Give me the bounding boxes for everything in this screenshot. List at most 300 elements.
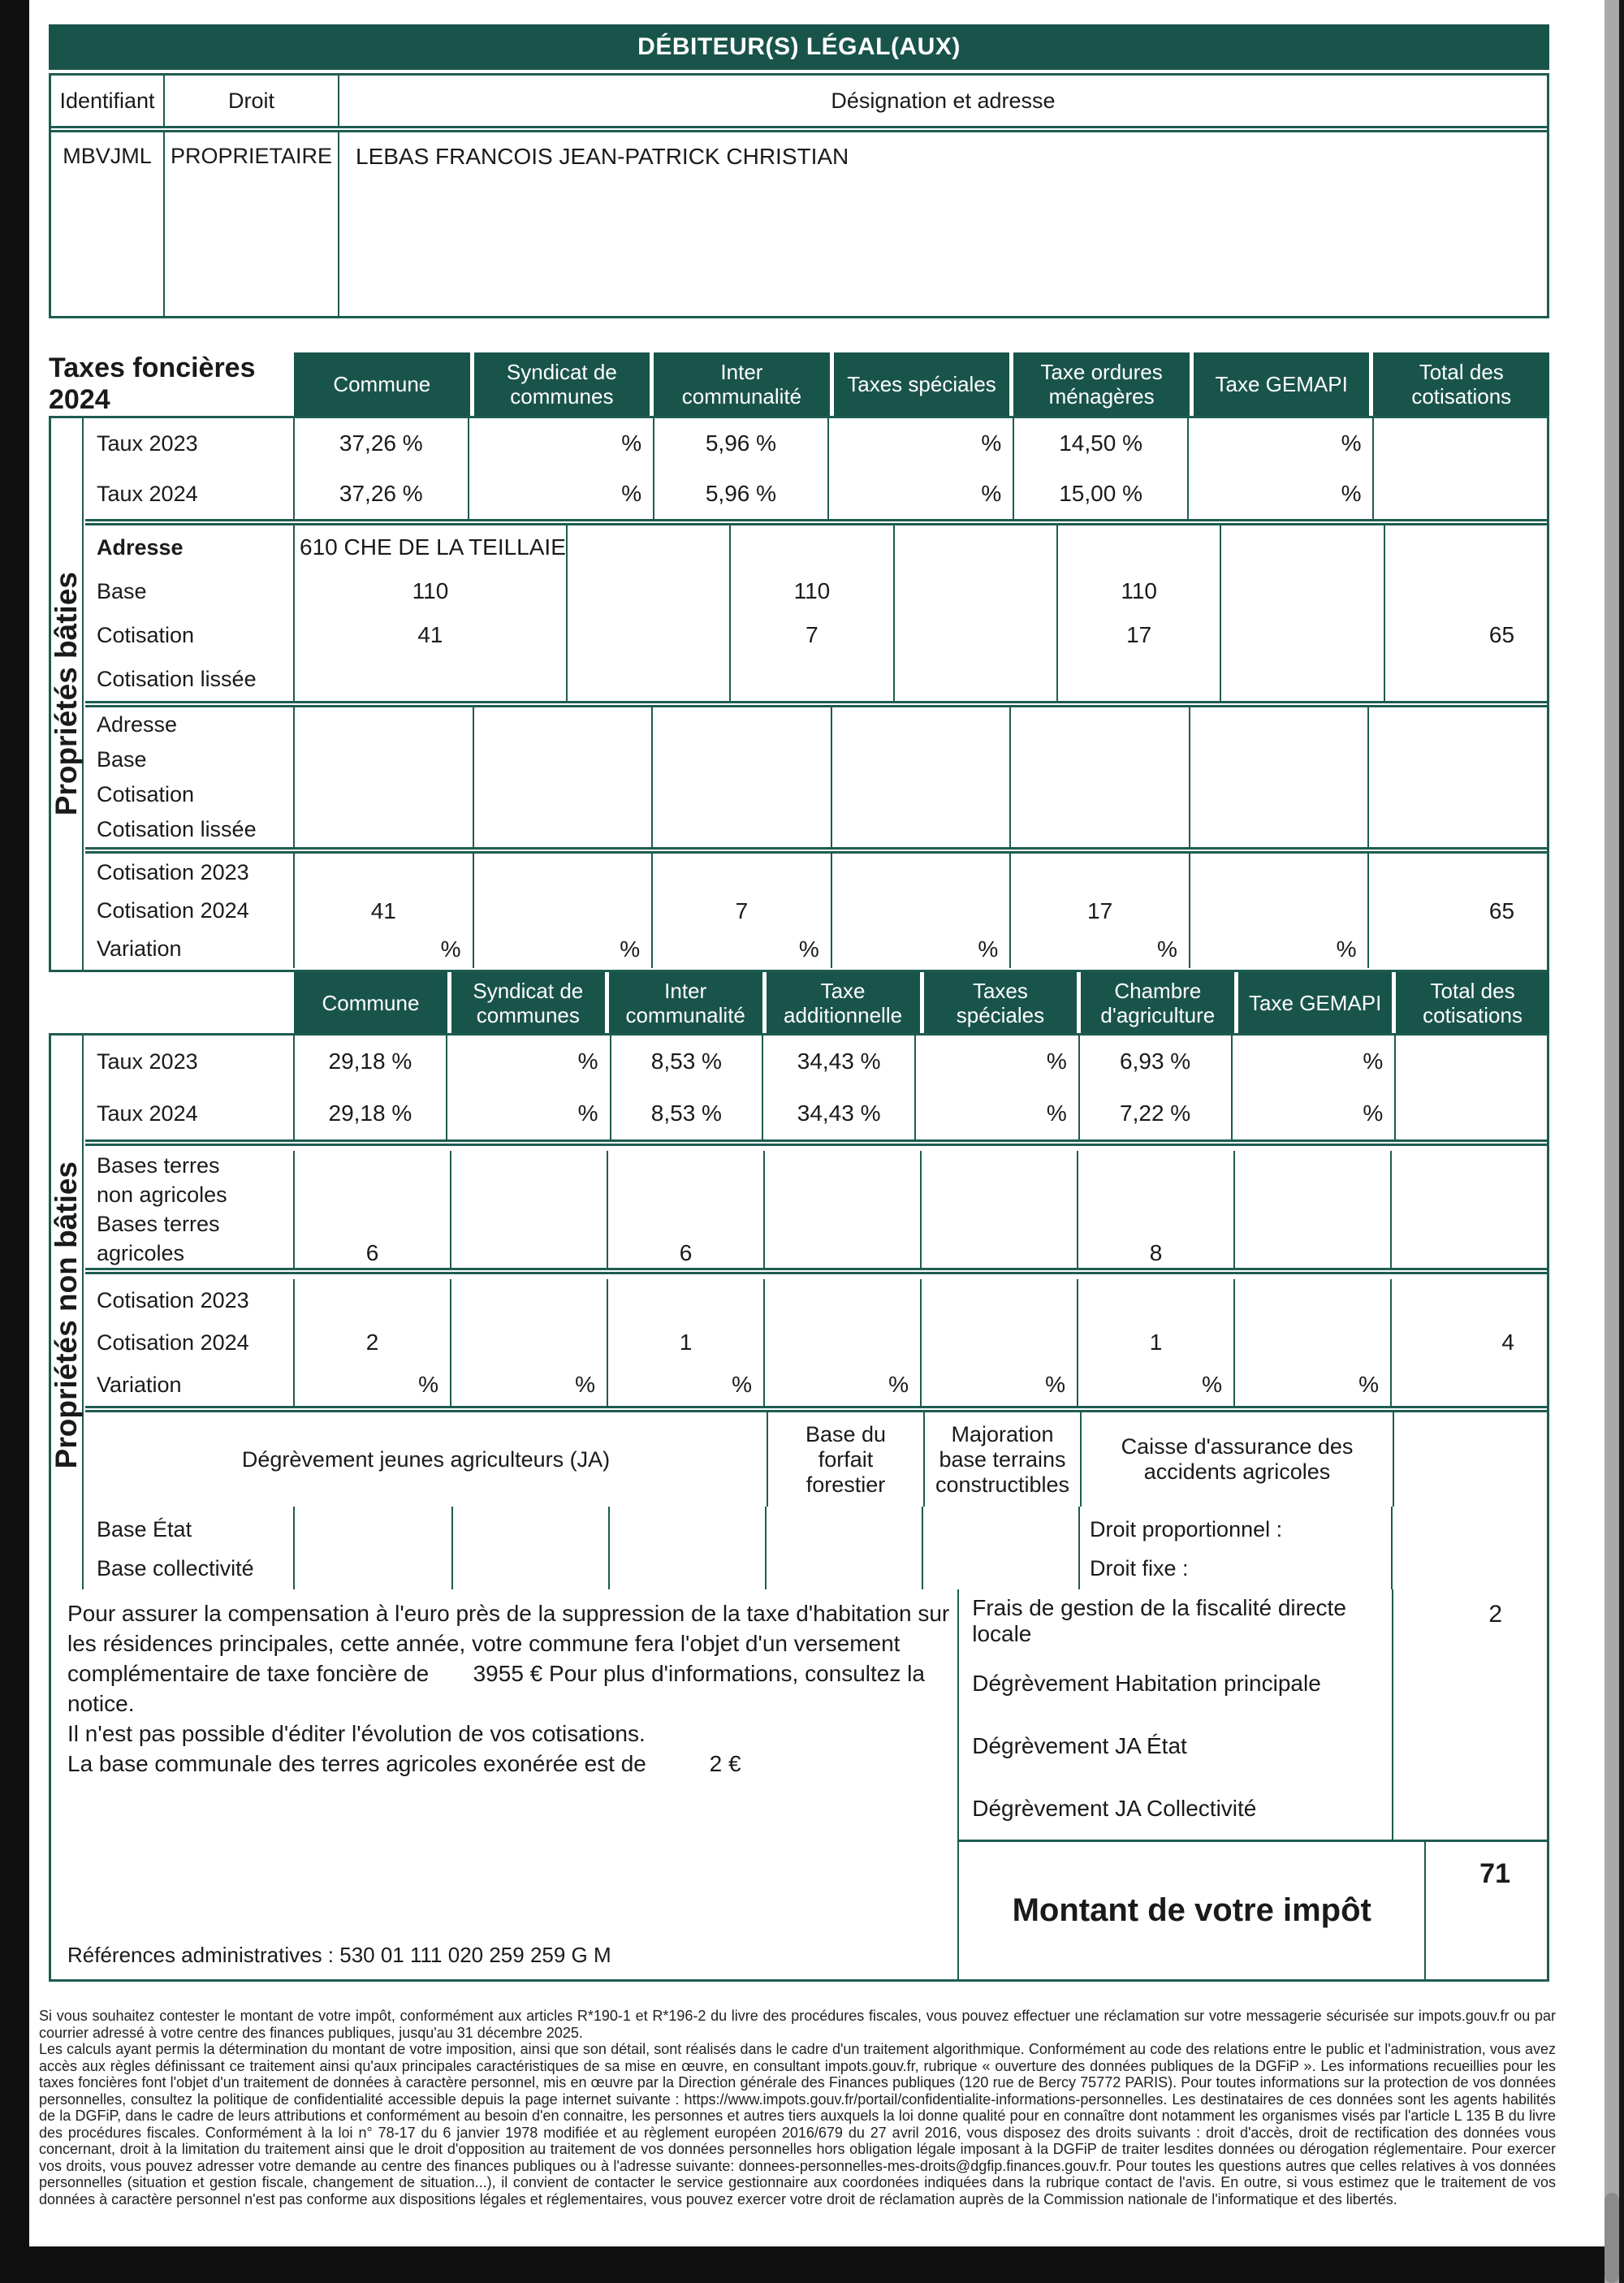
table-cell <box>922 1180 1077 1209</box>
table-cell <box>922 1279 1077 1321</box>
row-label: Taux 2023 <box>85 418 295 469</box>
column-header-cell: Inter communalité <box>609 972 762 1033</box>
table-column <box>295 1151 450 1268</box>
table-cell: 41 <box>417 622 443 647</box>
table-column <box>473 854 652 968</box>
summary-section <box>51 1589 1547 1979</box>
table-column <box>295 525 566 701</box>
table-cell <box>1372 418 1547 469</box>
table-column <box>295 854 473 968</box>
table-cell: Cotisation 2023 <box>97 1287 249 1312</box>
table-cell <box>922 1239 1077 1268</box>
unbuilt-properties-column-headers <box>294 972 1549 1033</box>
base-etat-rows <box>85 1507 1547 1589</box>
row-label: Taux 2024 <box>85 469 295 519</box>
group-cotisations <box>85 854 1547 971</box>
table-cell: complémentaire de taxe foncière de 3955 € Pour plus d'informations, consultez la <box>67 1661 925 1686</box>
special-bases-band <box>85 1412 1547 1507</box>
table-cell: % <box>1202 1372 1222 1397</box>
table-cell <box>1392 1209 1547 1239</box>
table-cell <box>1369 854 1547 892</box>
table-cell: Base collectivité <box>97 1555 254 1580</box>
table-cell <box>608 1180 763 1209</box>
table-cell <box>1221 613 1383 657</box>
table-cell: Cotisation 2024 <box>97 898 249 923</box>
table-column <box>1367 854 1547 968</box>
table-cell: 17 <box>1126 622 1152 647</box>
table-column <box>450 1151 607 1268</box>
scan-border-bottom <box>0 2246 1605 2283</box>
empty-total-cell <box>1391 1507 1547 1589</box>
table-cell <box>568 657 729 701</box>
debtor-table <box>49 24 1549 318</box>
item-label: Dégrèvement JA État <box>972 1732 1187 1758</box>
table-cell <box>653 854 831 892</box>
table-cell <box>295 1180 450 1209</box>
empty-cell <box>295 1507 451 1589</box>
table-cell <box>1190 892 1368 930</box>
table-cell <box>832 707 1010 742</box>
table-cell <box>653 812 831 847</box>
built-properties-column-headers <box>294 352 1549 416</box>
table-cell <box>474 812 652 847</box>
table-column <box>1390 1151 1547 1268</box>
table-cell: % <box>732 1372 752 1397</box>
table-column <box>1189 854 1368 968</box>
table-cell: 6,93 % <box>1078 1036 1231 1087</box>
table-cell: Cotisation lissée <box>97 817 257 841</box>
unbuilt-properties-rows <box>85 1036 1547 1589</box>
table-cell: 29,18 % <box>328 1049 412 1074</box>
item-value: 2 <box>1392 1589 1547 1652</box>
table-cell <box>765 1279 920 1321</box>
group-values <box>295 1151 1547 1268</box>
information-note-cell <box>51 1589 959 1979</box>
table-cell <box>474 777 652 812</box>
double-rule <box>85 1406 1547 1412</box>
total-tax-row <box>959 1840 1547 1979</box>
table-cell <box>295 657 566 701</box>
table-cell <box>1011 707 1189 742</box>
table-cell <box>895 569 1056 613</box>
table-column <box>651 707 831 847</box>
table-caption-empty <box>49 972 294 1033</box>
table-cell: % <box>1336 936 1357 962</box>
table-cell <box>1190 854 1368 892</box>
table-column <box>1384 525 1547 701</box>
table-cell: Cotisation lissée <box>97 666 257 691</box>
table-cell: 610 CHE DE LA TEILLAIE <box>300 534 566 560</box>
table-cell <box>451 1180 607 1209</box>
column-header-cell: Syndicat de communes <box>451 972 605 1033</box>
table-cell: % <box>620 936 641 962</box>
group-labels <box>85 1151 295 1268</box>
item-label: Frais de gestion de la fiscalité directe locale <box>972 1594 1346 1646</box>
table-cell: Cotisation <box>97 782 195 806</box>
table-cell: % <box>827 469 1013 519</box>
table-cell: % <box>468 418 654 469</box>
table-cell: % <box>888 1372 909 1397</box>
table-column <box>1009 707 1189 847</box>
table-cell <box>1394 1036 1547 1087</box>
table-cell: Il n'est pas possible d'éditer l'évolution de vos cotisations. <box>67 1721 646 1746</box>
table-cell: % <box>827 418 1013 469</box>
table-cell: 7 <box>735 897 749 923</box>
table-cell <box>1392 1279 1547 1321</box>
table-cell: % <box>1045 1372 1065 1397</box>
item-value <box>1392 1714 1547 1777</box>
double-rule <box>51 126 1547 132</box>
table-cell: % <box>1231 1087 1395 1139</box>
empty-cell <box>608 1507 765 1589</box>
row-taux-2023 <box>85 418 1547 469</box>
column-header-cell: Taxe GEMAPI <box>1238 972 1392 1033</box>
table-cell: 2 <box>365 1330 379 1355</box>
scrollbar-track[interactable] <box>1605 0 1619 2283</box>
table-cell <box>1394 1087 1547 1139</box>
table-cell <box>1385 657 1547 701</box>
table-cell <box>653 742 831 777</box>
table-cell <box>451 1209 607 1239</box>
column-header-cell: Chambre d'agriculture <box>1081 972 1234 1033</box>
table-caption: Taxes foncières 2024 <box>49 352 256 415</box>
table-column <box>893 525 1056 701</box>
table-cell <box>1392 1364 1547 1406</box>
empty-cell <box>451 1507 608 1589</box>
table-cell: 17 <box>1087 897 1113 923</box>
group-property-1 <box>85 525 1547 701</box>
summary-right-area <box>959 1589 1547 1979</box>
side-label-unbuilt-text: Propriétés non bâties <box>50 1161 83 1469</box>
table-cell: Base État <box>97 1516 192 1541</box>
table-cell <box>295 707 473 742</box>
empty-cell <box>765 1507 922 1589</box>
table-cell: 110 <box>1121 578 1157 603</box>
table-cell <box>451 1239 607 1268</box>
table-column <box>831 854 1010 968</box>
side-label-built-text: Propriétés bâties <box>50 572 83 816</box>
table-cell: 37,26 % <box>339 430 423 456</box>
table-cell: 4 <box>1501 1330 1514 1355</box>
table-cell: 6 <box>365 1240 379 1265</box>
table-cell <box>765 1209 920 1239</box>
row-taux-2024 <box>85 1087 1547 1139</box>
table-cell: 110 <box>793 578 831 603</box>
table-cell <box>832 854 1010 892</box>
table-cell <box>474 892 652 930</box>
table-cell: % <box>978 936 999 962</box>
table-column <box>1233 1279 1390 1406</box>
table-column <box>831 707 1010 847</box>
table-cell <box>832 742 1010 777</box>
table-cell: % <box>446 1036 610 1087</box>
table-cell <box>1235 1151 1390 1180</box>
table-cell <box>1369 707 1547 742</box>
table-column <box>607 1279 763 1406</box>
row-label: Taux 2023 <box>85 1036 295 1087</box>
table-column <box>1390 1279 1547 1406</box>
group-property-2 <box>85 707 1547 847</box>
built-properties-header-row <box>49 352 1549 416</box>
group-labels <box>85 1279 295 1406</box>
summary-items <box>959 1589 1547 1840</box>
table-column <box>450 1279 607 1406</box>
table-cell: Base <box>97 747 147 772</box>
table-cell <box>608 1209 763 1239</box>
table-cell <box>1235 1209 1390 1239</box>
table-cell: % <box>914 1087 1078 1139</box>
droit-cell <box>1078 1507 1391 1589</box>
table-cell <box>295 742 473 777</box>
table-cell <box>451 1279 607 1321</box>
information-note <box>67 1601 949 1781</box>
summary-item-frais <box>959 1589 1547 1652</box>
table-column <box>607 1151 763 1268</box>
row-taux-2023 <box>85 1036 1547 1087</box>
group-values <box>295 854 1547 968</box>
table-cell: Cotisation 2024 <box>97 1330 249 1355</box>
summary-item-degrevement-ja-etat <box>959 1714 1547 1777</box>
table-cell: 37,26 % <box>339 481 423 506</box>
debtor-identifiant: MBVJML <box>63 144 152 168</box>
table-cell <box>895 525 1056 569</box>
table-cell: % <box>446 1087 610 1139</box>
table-cell: 14,50 % <box>1013 418 1187 469</box>
debtor-table-title: DÉBITEUR(S) LÉGAL(AUX) <box>49 24 1549 70</box>
table-cell: % <box>418 1372 438 1397</box>
legal-notice <box>39 2008 1556 2207</box>
table-cell: 6 <box>679 1240 693 1265</box>
table-cell: notice. <box>67 1691 135 1716</box>
debtor-table-frame <box>49 73 1549 318</box>
table-cell <box>1385 569 1547 613</box>
table-cell <box>1221 657 1383 701</box>
table-cell: 65 <box>1488 897 1515 923</box>
table-cell <box>1372 469 1547 519</box>
table-column <box>295 1279 450 1406</box>
row-taux-2024 <box>85 469 1547 519</box>
administrative-references: Références administratives : 530 01 111 020 259 259 G M <box>67 1943 611 1967</box>
table-column <box>1077 1279 1233 1406</box>
table-cell <box>1190 742 1368 777</box>
table-cell <box>608 1279 763 1321</box>
table-cell <box>1078 1209 1233 1239</box>
table-cell <box>1078 1151 1233 1180</box>
table-cell <box>474 854 652 892</box>
debtor-header-designation: Désignation et adresse <box>338 76 1547 126</box>
column-header-cell: Total des cotisations <box>1396 972 1549 1033</box>
table-cell <box>1058 525 1220 569</box>
table-cell: 8 <box>1149 1240 1163 1265</box>
item-value <box>1392 1652 1547 1714</box>
table-cell <box>295 812 473 847</box>
column-header-cell: Total des cotisations <box>1373 352 1549 416</box>
table-cell: % <box>468 469 654 519</box>
debtor-droit: PROPRIETAIRE <box>163 132 338 316</box>
table-cell <box>765 1321 920 1364</box>
table-cell <box>1011 854 1189 892</box>
debtor-header-droit: Droit <box>163 76 338 126</box>
table-cell: 41 <box>370 897 396 923</box>
table-cell: % <box>1187 418 1373 469</box>
debtor-header-identifiant: Identifiant <box>59 88 155 113</box>
summary-item-degrevement-habitation <box>959 1652 1547 1714</box>
table-cell <box>1235 1180 1390 1209</box>
table-cell <box>1392 1239 1547 1268</box>
table-column <box>1189 707 1368 847</box>
table-column <box>920 1151 1077 1268</box>
table-cell <box>765 1180 920 1209</box>
column-header-cell: Inter communalité <box>654 352 830 416</box>
table-cell <box>1190 812 1368 847</box>
table-cell: Droit fixe : <box>1090 1555 1189 1580</box>
group-bases-terres <box>85 1146 1547 1268</box>
unbuilt-properties-header-row <box>49 972 1549 1033</box>
table-cell: 8,53 % <box>610 1087 762 1139</box>
table-cell: 65 <box>1488 622 1515 647</box>
table-cell <box>832 892 1010 930</box>
table-cell: 110 <box>412 578 449 603</box>
table-cell: % <box>440 936 461 962</box>
table-column <box>1233 1151 1390 1268</box>
table-cell <box>1078 1279 1233 1321</box>
table-cell: les résidences principales, cette année, votre commune fera l'objet d'un versement <box>67 1631 901 1656</box>
table-cell <box>1235 1321 1390 1364</box>
table-column <box>1056 525 1220 701</box>
column-header-cell: Commune <box>294 352 470 416</box>
group-labels <box>85 707 295 847</box>
table-cell <box>1392 1151 1547 1180</box>
total-tax-label: Montant de votre impôt <box>959 1842 1426 1979</box>
double-rule <box>85 1139 1547 1146</box>
table-cell: % <box>575 1372 595 1397</box>
table-cell: 34,43 % <box>762 1036 914 1087</box>
table-cell: Bases terres <box>97 1212 220 1236</box>
legal-paragraph-2: Les calculs ayant permis la détermination du montant de votre imposition, ainsi que son détail, sont réalisés dans le cadre d'un traitement algorithmique. Conformément au code des relations entre le public et l'administration, vous avez accès aux règles définissant ce traitement ainsi qu'aux principales caractéristiques de sa mise en œuvre, en consultant impots.gouv.fr, rubrique « ouverture des données publiques de la DGFiP ». Les informations recueillies pour les taxes foncières font l'objet d'un traitement de données à caractère personnel, mis en œuvre par la Direction générale des Finances publiques (120 rue de Bercy 75772 PARIS). Pour toutes informations sur la protection de vos données personnelles, consultez la politique de confidentialité accessible depuis la page internet suivante : https://www.impots.gouv.fr/portail/confidentialite-informations-personnelles. Les destinataires de ces données sont les agents habilités de la DGFiP, dans le cadre de leurs attributions et conformément au besoin d'en connaitre, les personnes et autres tiers auxquels la loi donne qualité pour en connaître dont notamment les organismes visés par l'article L 135 B du livre des procédures fiscales. Conformément à la loi n° 78-17 du 6 janvier 1978 modifiée et au règlement européen 2016/679 du 27 avril 2016, vous disposez des droits suivants : droit d'accès, droit de rectification des données vous concernant, droit à la limitation du traitement ainsi que le droit d'opposition au traitement de vos données personnelles hors obligation légale imposant à la DGFiP de traiter lesdites données ou dérogation réglementaire. Pour exercer vos droits, vous pouvez adresser votre demande au centre des finances publiques ou à l'adresse suivante: donnees-personnelles-mes-droits@dgfip.finances.gouv.fr. Pour toutes les questions autres que celles relatives à vos données personnelles (situation et gestion fiscale, changement de situation...), il convient de contacter le service gestionnaire aux coordonées indiquées dans la rubrique contact de l'avis. En outre, si vous estimez que le traitement de vos données à caractère personnel n'est pas conforme aux dispositions légales et réglementaires, vous pouvez exercer votre droit de réclamation auprès de la Commission nationale de l'informatique et des libertés. <box>39 2041 1556 2207</box>
table-cell <box>922 1151 1077 1180</box>
table-cell <box>653 707 831 742</box>
table-cell: Variation <box>97 1372 182 1397</box>
table-cell: % <box>1358 1372 1379 1397</box>
table-cell: Adresse <box>97 712 178 737</box>
table-cell <box>1235 1239 1390 1268</box>
table-cell <box>451 1321 607 1364</box>
table-cell: Cotisation 2023 <box>97 860 249 884</box>
table-cell: 1 <box>1149 1330 1163 1355</box>
table-cell: % <box>914 1036 1078 1087</box>
table-column <box>1367 707 1547 847</box>
table-cell <box>1221 525 1383 569</box>
table-cell: Base <box>97 578 147 603</box>
table-cell <box>1369 777 1547 812</box>
empty-cell <box>922 1507 1078 1589</box>
table-cell <box>1190 777 1368 812</box>
table-cell <box>1011 812 1189 847</box>
table-cell <box>295 854 473 892</box>
table-cell: Droit proportionnel : <box>1090 1516 1283 1541</box>
table-cell: 7,22 % <box>1078 1087 1231 1139</box>
debtor-data-row <box>51 132 1547 316</box>
table-cell <box>765 1239 920 1268</box>
side-label-unbuilt <box>51 1036 84 1594</box>
table-column <box>473 707 652 847</box>
group-labels <box>85 525 295 701</box>
table-column <box>920 1279 1077 1406</box>
table-cell <box>1369 930 1547 968</box>
table-cell: agricoles <box>97 1241 185 1265</box>
table-cell <box>731 657 892 701</box>
summary-item-degrevement-ja-collectivite <box>959 1777 1547 1840</box>
table-cell <box>1385 525 1547 569</box>
table-cell <box>568 613 729 657</box>
debtor-header-row <box>51 76 1547 126</box>
table-column <box>763 1279 920 1406</box>
table-cell <box>1190 707 1368 742</box>
table-cell <box>474 707 652 742</box>
scan-border-left <box>0 0 29 2283</box>
table-column <box>1077 1151 1233 1268</box>
caisse-assurance-cell: Caisse d'assurance des accidents agricoles <box>1080 1412 1393 1507</box>
legal-paragraph-1: Si vous souhaitez contester le montant de votre impôt, conformément aux articles R*190-1 et R*196-2 du livre des procédures fiscales, vous pouvez effectuer une réclamation sur votre messagerie sécurisée sur impots.gouv.fr ou par courrier adressé à votre centre des finances publiques, jusqu'au 31 décembre 2025. <box>39 2008 1556 2041</box>
table-cell: % <box>1156 936 1177 962</box>
majoration-terrains-cell: Majoration base terrains constructibles <box>923 1412 1080 1507</box>
group-labels <box>85 1507 295 1589</box>
table-cell <box>832 812 1010 847</box>
scan-border-right <box>1619 0 1624 2283</box>
table-cell: % <box>1231 1036 1395 1087</box>
table-column <box>1009 854 1189 968</box>
table-cell <box>451 1151 607 1180</box>
table-cell: 5,96 % <box>653 418 827 469</box>
group-values <box>295 1279 1547 1406</box>
table-cell <box>832 777 1010 812</box>
table-cell <box>653 777 831 812</box>
column-header-cell: Taxes spéciales <box>924 972 1078 1033</box>
table-cell: Adresse <box>97 534 184 560</box>
table-cell <box>1078 1180 1233 1209</box>
debtor-designation: LEBAS FRANCOIS JEAN-PATRICK CHRISTIAN <box>338 132 1547 316</box>
table-column <box>1220 525 1383 701</box>
table-cell <box>895 657 1056 701</box>
table-cell <box>474 742 652 777</box>
table-cell <box>295 1279 450 1321</box>
group-values <box>295 707 1547 847</box>
table-cell: 29,18 % <box>328 1100 412 1126</box>
table-cell <box>1392 1180 1547 1209</box>
table-cell <box>922 1321 1077 1364</box>
table-cell: 15,00 % <box>1013 469 1187 519</box>
built-properties-rows <box>85 418 1547 971</box>
table-cell: 5,96 % <box>653 469 827 519</box>
table-cell <box>1369 812 1547 847</box>
column-header-cell: Commune <box>294 972 447 1033</box>
table-cell: % <box>798 936 819 962</box>
double-rule <box>85 847 1547 854</box>
side-label-built <box>51 418 84 970</box>
table-cell: 1 <box>679 1330 693 1355</box>
column-header-cell: Taxe GEMAPI <box>1194 352 1370 416</box>
scrollbar-thumb[interactable] <box>1605 2193 1619 2283</box>
table-column <box>651 854 831 968</box>
table-cell <box>895 613 1056 657</box>
group-labels <box>85 854 295 968</box>
table-cell <box>295 777 473 812</box>
table-cell <box>1011 742 1189 777</box>
column-header-cell: Taxes spéciales <box>834 352 1010 416</box>
total-tax-value: 71 <box>1479 1858 1510 1889</box>
double-rule <box>85 1268 1547 1274</box>
table-cell: Bases terres <box>97 1153 220 1178</box>
